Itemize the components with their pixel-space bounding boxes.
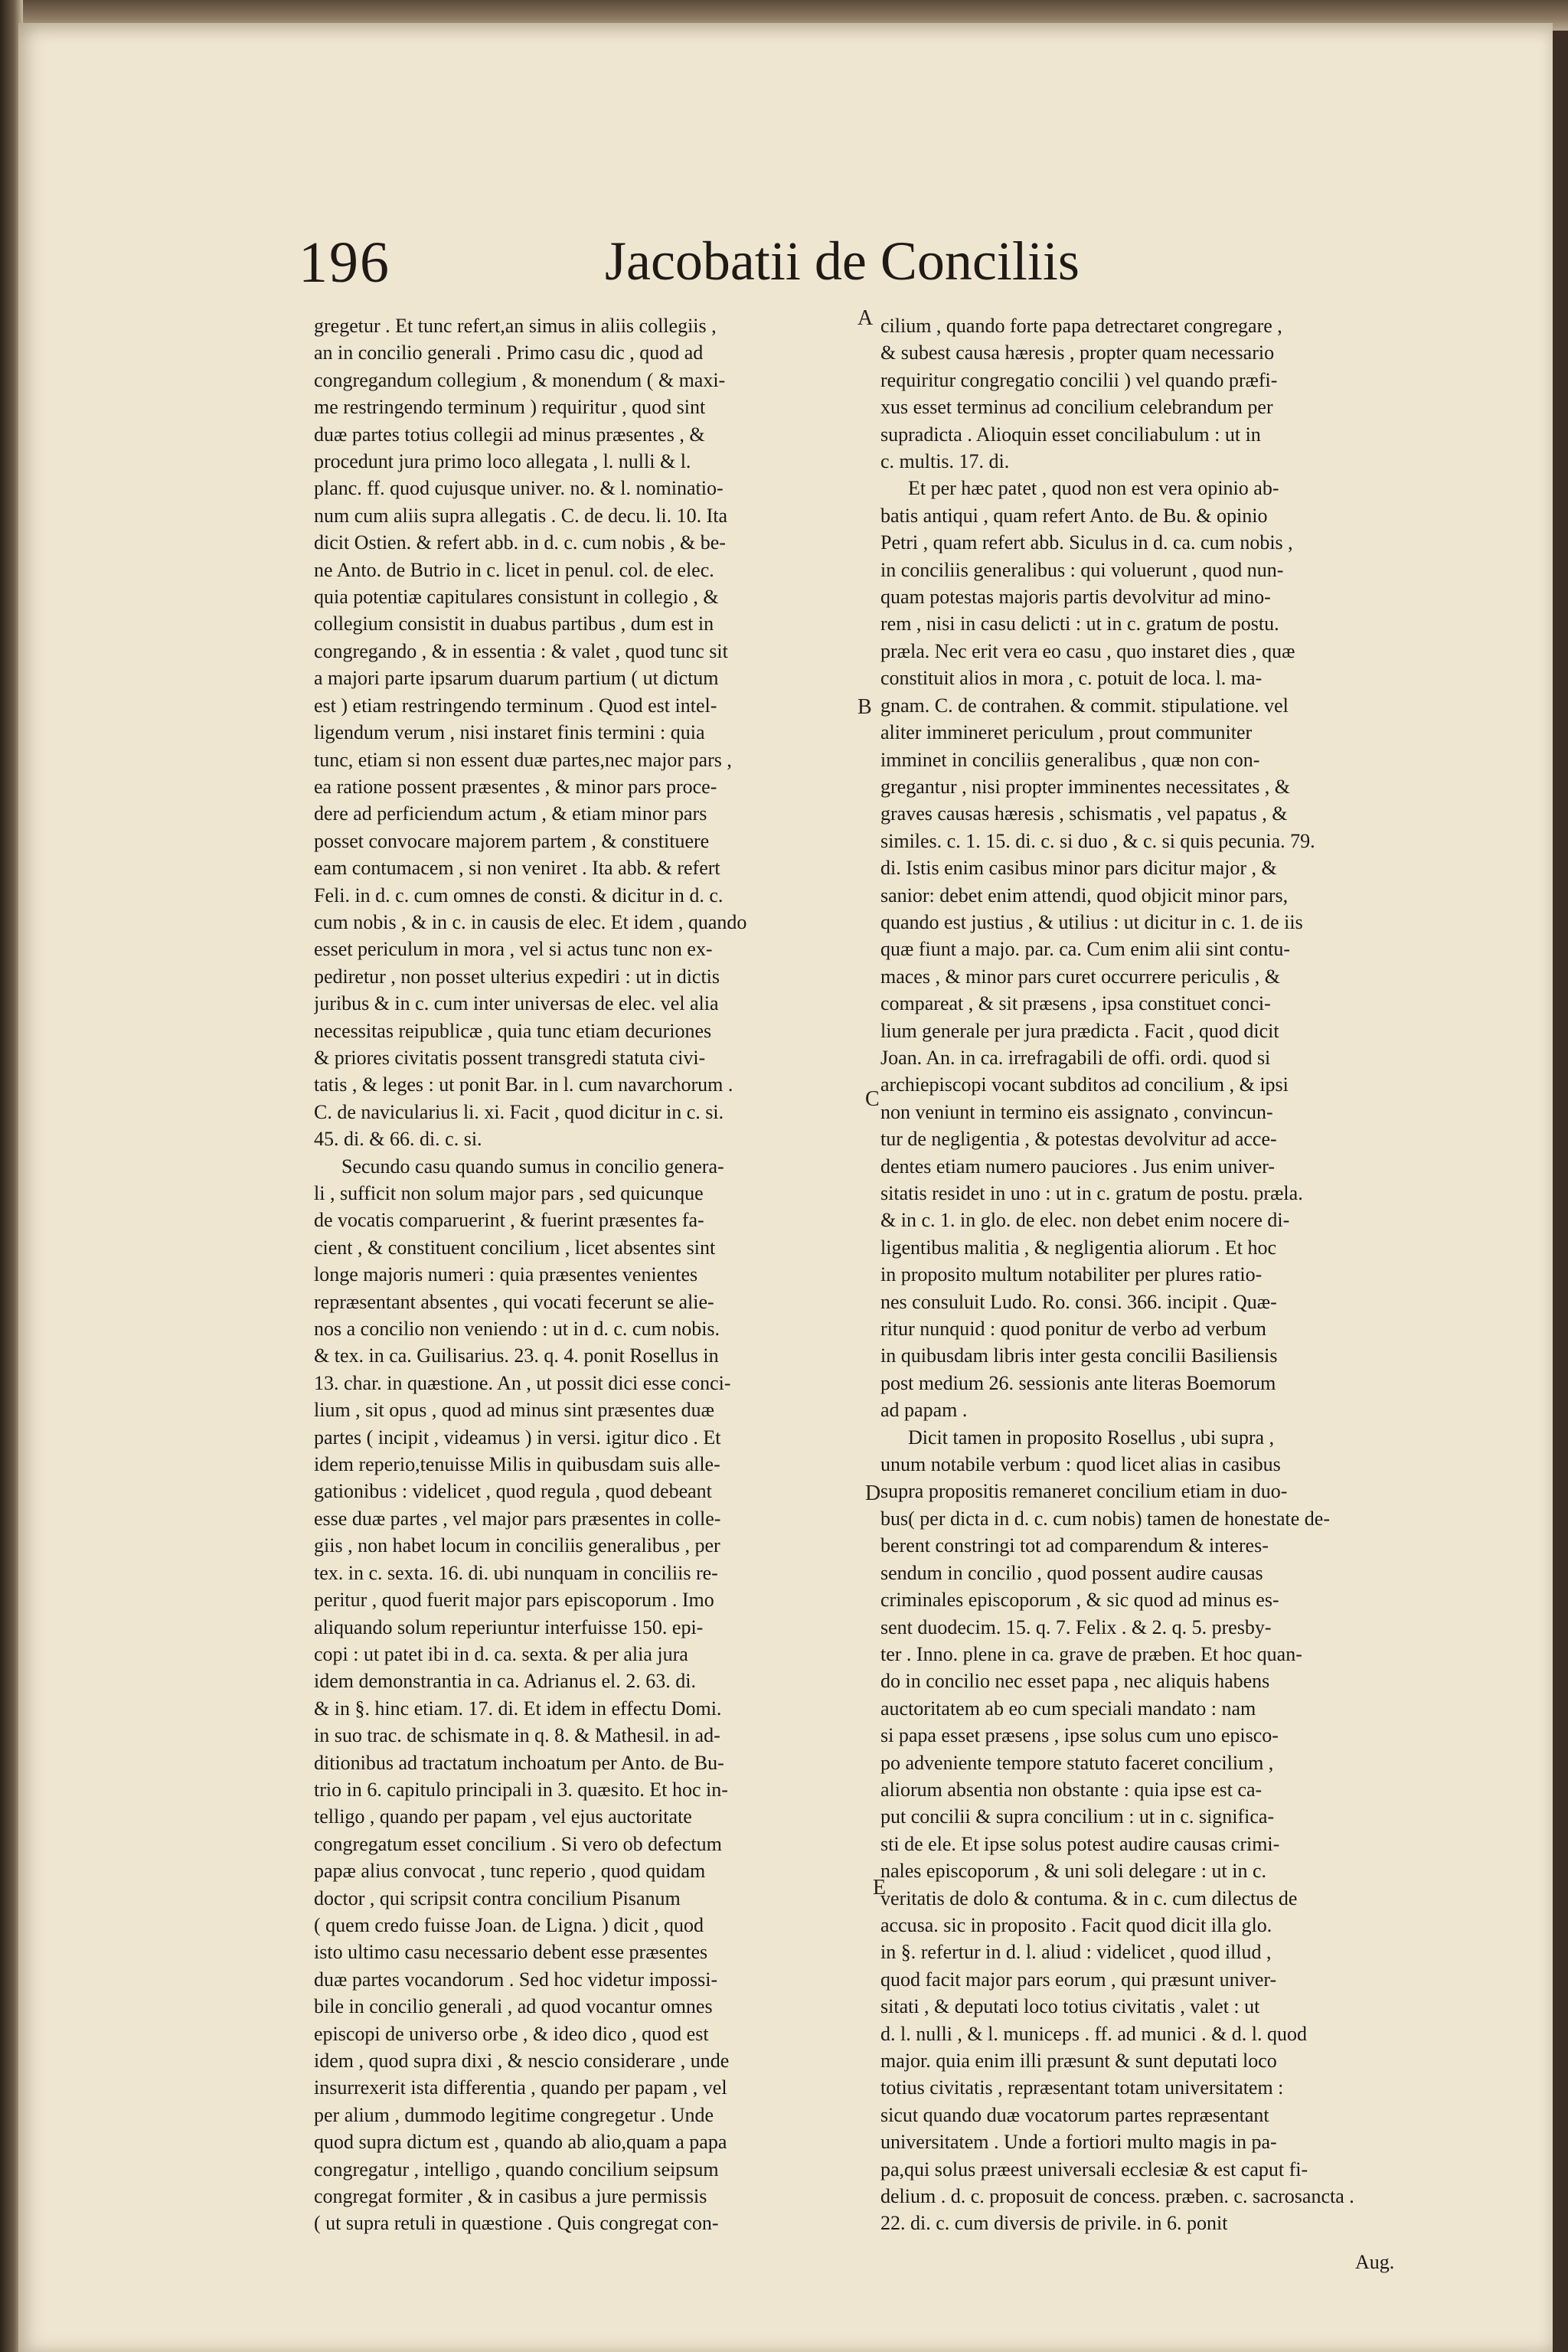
right-column-line: sent duodecim. 15. q. 7. Felix . & 2. q. 5. presby- xyxy=(880,1615,1272,1638)
right-column-line: constituit alios in mora , c. potuit de loca. l. ma- xyxy=(880,667,1263,690)
left-column-line: tunc, etiam si non essent duæ partes,nec major pars , xyxy=(314,748,732,771)
right-column-line: præla. Nec erit vera eo casu , quo instaret dies , quæ xyxy=(880,639,1295,662)
right-column-line: totius civitatis , repræsentant totam universitatem : xyxy=(880,2076,1284,2099)
right-column-line: auctoritatem ab eo cum speciali mandato : nam xyxy=(880,1697,1256,1720)
left-column-line: & tex. in ca. Guilisarius. 23. q. 4. ponit Rosellus in xyxy=(314,1344,719,1367)
left-column-line: dicit Ostien. & refert abb. in d. c. cum nobis , & be- xyxy=(314,531,726,554)
right-column-line: tur de negligentia , & potestas devolvitur ad acce- xyxy=(880,1128,1277,1151)
right-column-line: ter . Inno. plene in ca. grave de præben. Et hoc quan- xyxy=(880,1642,1302,1665)
right-column-line: criminales episcoporum , & sic quod ad minus es- xyxy=(880,1589,1279,1612)
right-column-line: supradicta . Alioquin esset conciliabulum : ut in xyxy=(880,423,1261,446)
left-column-line: procedunt jura primo loco allegata , l. nulli & l. xyxy=(314,450,691,473)
right-column-line: batis antiqui , quam refert Anto. de Bu. & opinio xyxy=(880,504,1268,527)
right-column-line: di. Istis enim casibus minor pars dicitur major , & xyxy=(880,857,1277,880)
left-column-line: ne Anto. de Butrio in c. licet in penul. col. de elec. xyxy=(314,558,714,581)
right-column-line: maces , & minor pars curet occurrere periculis , & xyxy=(880,965,1280,988)
left-column-line: quia potentiæ capitulares consistunt in collegio , & xyxy=(314,586,719,609)
right-column-line: compareat , & sit præsens , ipsa constituet conci- xyxy=(880,992,1271,1015)
left-column-line: nos a concilio non veniendo : ut in d. c. cum nobis. xyxy=(314,1318,720,1341)
right-column-line: sitatis residet in uno : ut in c. gratum de postu. præla. xyxy=(880,1182,1303,1204)
left-column-line: congregando , & in essentia : & valet , quod tunc sit xyxy=(314,639,728,662)
right-column-line: accusa. sic in proposito . Facit quod dicit illa glo. xyxy=(880,1913,1272,1936)
right-column-line: lium generale per jura prædicta . Facit , quod dicit xyxy=(880,1019,1279,1042)
right-column-line: quod facit major pars eorum , qui præsunt univer- xyxy=(880,1968,1277,1991)
right-column-line: si papa esset præsens , ipse solus cum uno episco- xyxy=(880,1724,1279,1747)
left-column-line: lium , sit opus , quod ad minus sint præsentes duæ xyxy=(314,1399,714,1422)
left-column-line: ea ratione possent præsentes , & minor pars proce- xyxy=(314,775,717,798)
right-column-line: veritatis de dolo & contuma. & in c. cum dilectus de xyxy=(880,1886,1298,1909)
right-column-line: sendum in concilio , quod possent audire causas xyxy=(880,1561,1263,1584)
left-column-line: a majori parte ipsarum duarum partium ( ut dictum xyxy=(314,667,719,690)
right-column-line: imminet in conciliis generalibus , quæ non con- xyxy=(880,748,1260,771)
right-column-line: quando est justius , & utilius : ut dicitur in c. 1. de iis xyxy=(880,910,1303,933)
left-column-line: 45. di. & 66. di. c. si. xyxy=(314,1128,482,1151)
left-column-line: juribus & in c. cum inter universas de elec. vel alia xyxy=(314,992,719,1015)
left-column-line: congregatum esset concilium . Si vero ob defectum xyxy=(314,1832,722,1855)
right-column-line: Dicit tamen in proposito Rosellus , ubi supra , xyxy=(908,1426,1275,1449)
right-column-line: ritur nunquid : quod ponitur de verbo ad verbum xyxy=(880,1318,1267,1341)
right-column-line: post medium 26. sessionis ante literas Boemorum xyxy=(880,1371,1276,1394)
left-column-line: ( ut supra retuli in quæstione . Quis congregat con- xyxy=(314,2212,719,2235)
left-column-line: posset convocare majorem partem , & constituere xyxy=(314,829,710,852)
right-column-line: requiritur congregatio concilii ) vel quando præfi- xyxy=(880,368,1278,391)
left-column-line: Secundo casu quando sumus in concilio genera- xyxy=(341,1155,724,1178)
left-column-line: duæ partes vocandorum . Sed hoc videtur impossi- xyxy=(314,1968,718,1991)
right-column-line: sicut quando duæ vocatorum partes repræsentant xyxy=(880,2103,1269,2126)
margin-letter-e: E xyxy=(873,1876,887,1900)
left-column-line: tatis , & leges : ut ponit Bar. in l. cum navarchorum . xyxy=(314,1073,733,1096)
left-column-line: & in §. hinc etiam. 17. di. Et idem in effectu Domi. xyxy=(314,1697,722,1720)
left-column-line: per alium , dummodo legitime congregetur . Unde xyxy=(314,2103,714,2126)
left-column-line: idem demonstrantia in ca. Adrianus el. 2. 63. di. xyxy=(314,1670,696,1693)
right-column-line: Joan. An. in ca. irrefragabili de offi. ordi. quod si xyxy=(880,1046,1271,1069)
running-title: Jacobatii de Conciliis xyxy=(605,230,1080,292)
left-column-line: congregandum collegium , & monendum ( & maxi- xyxy=(314,368,726,391)
right-column-line: sitati , & deputati loco totius civitatis , valet : ut xyxy=(880,1995,1260,2018)
left-column-line: de vocatis comparuerint , & fuerint præsentes fa- xyxy=(314,1209,704,1232)
right-column-line: non veniunt in termino eis assignato , convincun- xyxy=(880,1100,1273,1123)
right-column-line: 22. di. c. cum diversis de privile. in 6. ponit xyxy=(880,2212,1228,2235)
left-column-line: cum nobis , & in c. in causis de elec. Et idem , quando xyxy=(314,910,747,933)
right-column-line: Et per hæc patet , quod non est vera opinio ab- xyxy=(908,477,1279,500)
left-column-line: longe majoris numeri : quia præsentes venientes xyxy=(314,1263,698,1286)
right-column-line: unum notabile verbum : quod licet alias in casibus xyxy=(880,1453,1281,1476)
left-column-line: congregat formiter , & in casibus a jure permissis xyxy=(314,2185,707,2208)
left-column-line: isto ultimo casu necessario debent esse præsentes xyxy=(314,1941,708,1964)
left-column-line: repræsentant absentes , qui vocati fecerunt se alie- xyxy=(314,1290,714,1313)
left-column-line: insurrexerit ista differentia , quando per papam , vel xyxy=(314,2076,727,2099)
right-column-line: in conciliis generalibus : qui voluerunt , quod nun- xyxy=(880,558,1284,581)
right-column-line: xus esset terminus ad concilium celebrandum per xyxy=(880,396,1273,419)
right-column-line: aliter immineret periculum , prout communiter xyxy=(880,721,1253,744)
margin-letter-a: A xyxy=(858,306,874,330)
left-column-line: gationibus : videlicet , quod regula , quod debeant xyxy=(314,1480,712,1503)
left-column-line: eam contumacem , si non veniret . Ita abb. & refert xyxy=(314,857,720,880)
right-column-line: in §. refertur in d. l. aliud : videlicet , quod illud , xyxy=(880,1941,1272,1964)
left-column-line: collegium consistit in duabus partibus , dum est in xyxy=(314,612,714,635)
right-column-line: berent constringi tot ad comparendum & interes- xyxy=(880,1534,1269,1557)
right-column-line: major. quia enim illi præsunt & sunt deputati loco xyxy=(880,2050,1277,2072)
left-column-line: papæ alius convocat , tunc reperio , quod quidam xyxy=(314,1860,706,1883)
right-column-line: quæ fiunt a majo. par. ca. Cum enim alii sint contu- xyxy=(880,938,1291,961)
right-column-line: ad papam . xyxy=(880,1399,968,1422)
right-column-line: put concilii & supra concilium : ut in c. significa- xyxy=(880,1805,1275,1828)
left-column-line: dere ad perficiendum actum , & etiam minor pars xyxy=(314,802,707,825)
left-column-line: num cum aliis supra allegatis . C. de decu. li. 10. Ita xyxy=(314,504,728,527)
left-column-line: peritur , quod fuerit major pars episcoporum . Imo xyxy=(314,1589,714,1612)
right-column-line: rem , nisi in casu delicti : ut in c. gratum de postu. xyxy=(880,612,1279,635)
left-column-line: ( quem credo fuisse Joan. de Ligna. ) dicit , quod xyxy=(314,1913,704,1936)
left-column-line: necessitas reipublicæ , quia tunc etiam decuriones xyxy=(314,1019,712,1042)
right-column-line: pa,qui solus præest universali ecclesiæ & est caput fi- xyxy=(880,2158,1308,2180)
right-column-line: graves causas hæresis , schismatis , vel papatus , & xyxy=(880,802,1288,825)
left-column-line: idem , quod supra dixi , & nescio considerare , unde xyxy=(314,2050,730,2072)
right-column-line: do in concilio nec esset papa , nec aliquis habens xyxy=(880,1670,1270,1693)
left-column-line: in suo trac. de schismate in q. 8. & Mathesil. in ad- xyxy=(314,1724,720,1747)
left-column-line: pediretur , non posset ulterius expediri : ut in dictis xyxy=(314,965,720,988)
right-column-line: & in c. 1. in glo. de elec. non debet enim nocere di- xyxy=(880,1209,1290,1232)
margin-letter-b: B xyxy=(858,695,872,719)
left-column-line: ligendum verum , nisi instaret finis termini : quia xyxy=(314,721,705,744)
left-column-line: ditionibus ad tractatum inchoatum per Anto. de Bu- xyxy=(314,1751,724,1774)
right-column-line: supra propositis remaneret concilium etiam in duo- xyxy=(880,1480,1288,1503)
right-column-line: in proposito multum notabiliter per plures ratio- xyxy=(880,1263,1263,1286)
left-column-line: cient , & constituent concilium , licet absentes sint xyxy=(314,1236,716,1259)
right-text-column xyxy=(880,312,1401,2237)
left-column-line: esse duæ partes , vel major pars præsentes in colle- xyxy=(314,1507,721,1530)
right-column-line: quam potestas majoris partis devolvitur ad mino- xyxy=(880,586,1271,609)
left-column-line: episcopi de universo orbe , & ideo dico , quod est xyxy=(314,2022,709,2045)
right-column-line: nales episcoporum , & uni soli delegare : ut in c. xyxy=(880,1860,1266,1883)
left-column-line: 13. char. in quæstione. An , ut possit dici esse conci- xyxy=(314,1371,731,1394)
right-column-line: similes. c. 1. 15. di. c. si duo , & c. si quis pecunia. 79. xyxy=(880,829,1315,852)
left-column-line: est ) etiam restringendo terminum . Quod est intel- xyxy=(314,694,717,717)
left-column-line: tex. in c. sexta. 16. di. ubi nunquam in conciliis re- xyxy=(314,1561,718,1584)
right-column-line: dentes etiam numero pauciores . Jus enim univer- xyxy=(880,1155,1275,1178)
right-column-line: bus( per dicta in d. c. cum nobis) tamen de honestate de- xyxy=(880,1507,1330,1530)
right-column-line: gregantur , nisi propter imminentes necessitates , & xyxy=(880,775,1291,798)
right-column-line: in quibusdam libris inter gesta concilii Basiliensis xyxy=(880,1344,1278,1367)
left-column-line: quod supra dictum est , quando ab alio,quam a papa xyxy=(314,2131,727,2154)
left-column-line: esset periculum in mora , vel si actus tunc non ex- xyxy=(314,938,713,961)
left-column-line: an in concilio generali . Primo casu dic , quod ad xyxy=(314,341,704,364)
left-column-line: bile in concilio generali , ad quod vocantur omnes xyxy=(314,1995,713,2018)
left-column-line: Feli. in d. c. cum omnes de consti. & dicitur in d. c. xyxy=(314,884,724,906)
right-column-line: c. multis. 17. di. xyxy=(880,450,1010,473)
left-column-line: doctor , qui scripsit contra concilium Pisanum xyxy=(314,1886,681,1909)
right-column-line: nes consuluit Ludo. Ro. consi. 366. incipit . Quæ- xyxy=(880,1290,1277,1313)
right-column-line: & subest causa hæresis , propter quam necessario xyxy=(880,341,1275,364)
left-text-column xyxy=(314,312,854,2237)
left-column-line: li , sufficit non solum major pars , sed quicunque xyxy=(314,1182,704,1204)
left-column-line: copi : ut patet ibi in d. ca. sexta. & per alia jura xyxy=(314,1642,688,1665)
left-column-line: gregetur . Et tunc refert,an simus in aliis collegiis , xyxy=(314,315,717,337)
left-column-line: idem reperio,tenuisse Milis in quibusdam suis alle- xyxy=(314,1453,720,1476)
left-column-line: giis , non habet locum in conciliis generalibus , per xyxy=(314,1534,720,1557)
left-column-line: telligo , quando per papam , vel ejus auctoritate xyxy=(314,1805,692,1828)
catchword: Aug. xyxy=(1355,2251,1395,2273)
right-column-line: aliorum absentia non obstante : quia ipse est ca- xyxy=(880,1778,1263,1801)
right-column-line: ligentibus malitia , & negligentia aliorum . Et hoc xyxy=(880,1236,1277,1259)
page-header xyxy=(299,230,1080,296)
right-column-line: sanior: debet enim attendi, quod objicit minor pars, xyxy=(880,884,1289,906)
right-column-line: cilium , quando forte papa detrectaret congregare , xyxy=(880,315,1282,337)
right-column-line: d. l. nulli , & l. municeps . ff. ad munici . & d. l. quod xyxy=(880,2022,1308,2045)
margin-letter-d: D xyxy=(865,1481,881,1505)
left-column-line: planc. ff. quod cujusque univer. no. & l. nominatio- xyxy=(314,477,724,500)
margin-letter-c: C xyxy=(865,1087,880,1111)
left-column-line: C. de navicularius li. xi. Facit , quod dicitur in c. si. xyxy=(314,1100,724,1123)
right-column-line: delium . d. c. proposuit de concess. præben. c. sacrosancta . xyxy=(880,2185,1354,2208)
right-column-line: universitatem . Unde a fortiori multo magis in pa- xyxy=(880,2131,1277,2154)
left-column-line: aliquando solum reperiuntur interfuisse 150. epi- xyxy=(314,1615,704,1638)
right-column-line: gnam. C. de contrahen. & commit. stipulatione. vel xyxy=(880,694,1289,717)
left-column-line: congregatur , intelligo , quando concilium seipsum xyxy=(314,2158,719,2180)
left-column-line: me restringendo terminum ) requiritur , quod sint xyxy=(314,396,706,419)
right-column-line: archiepiscopi vocant subditos ad concilium , & ipsi xyxy=(880,1073,1289,1096)
left-column-line: partes ( incipit , videamus ) in versi. igitur dico . Et xyxy=(314,1426,721,1449)
right-column-line: sti de ele. Et ipse solus potest audire causas crimi- xyxy=(880,1832,1280,1855)
page-number: 196 xyxy=(299,230,390,295)
right-column-line: Petri , quam refert abb. Siculus in d. ca. cum nobis , xyxy=(880,531,1293,554)
right-column-line: po adveniente tempore statuto faceret concilium , xyxy=(880,1751,1274,1774)
left-column-line: trio in 6. capitulo principali in 3. quæsito. Et hoc in- xyxy=(314,1778,728,1801)
left-column-line: duæ partes totius collegii ad minus præsentes , & xyxy=(314,423,705,446)
left-column-line: & priores civitatis possent transgredi statuta civi- xyxy=(314,1046,706,1069)
